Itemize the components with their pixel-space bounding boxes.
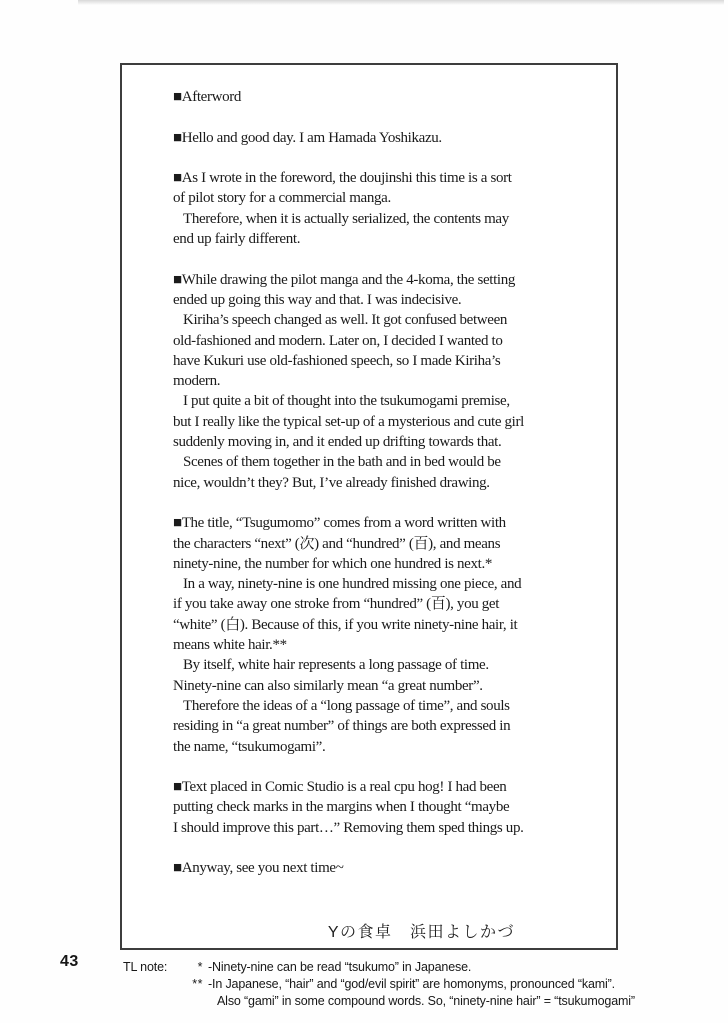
tl-note-line (185, 976, 635, 993)
text-line: Therefore, when it is actually serialized, the contents may (183, 210, 509, 227)
text-line: residing in “a great number” of things are both expressed in (173, 718, 511, 735)
text-line: the name, “tsukumogami”. (173, 738, 326, 755)
footnote-text: -In Japanese, “hair” and “god/evil spirit” are homonyms, pronounced “kami”. (208, 976, 615, 991)
text-line: ■Anyway, see you next time~ (173, 860, 344, 877)
text-line: ■While drawing the pilot manga and the 4-koma, the setting (173, 271, 516, 288)
text-line: nice, wouldn’t they? But, I’ve already finished drawing. (173, 474, 490, 491)
page-number: 43 (60, 953, 79, 970)
text-line: ■Afterword (173, 89, 242, 105)
tl-note-label: TL note: (123, 960, 168, 974)
tl-note-line (185, 993, 635, 1010)
text-line: the characters “next” (次) and “hundred” (百), and means (173, 535, 501, 552)
afterword-text (173, 87, 592, 879)
paragraph (173, 777, 592, 838)
paragraph (173, 858, 592, 878)
text-line: Ninety-nine can also similarly mean “a great number”. (173, 677, 483, 694)
paragraph (173, 87, 592, 107)
paragraph (173, 513, 592, 757)
text-line: In a way, ninety-nine is one hundred missing one piece, and (183, 576, 522, 593)
text-line: ■The title, “Tsugumomo” comes from a word written with (173, 515, 506, 532)
text-line: ■Text placed in Comic Studio is a real cpu hog! I had been (173, 779, 507, 796)
text-line: end up fairly different. (173, 231, 301, 248)
footnote-text: -Ninety-nine can be read “tsukumo” in Japanese. (208, 960, 472, 974)
paragraph (173, 270, 592, 493)
text-line: I should improve this part…” Removing them sped things up. (173, 819, 524, 836)
afterword-box (120, 63, 618, 950)
text-line: I put quite a bit of thought into the tsukumogami premise, (183, 393, 510, 410)
paragraph (173, 128, 592, 148)
text-line: modern. (173, 373, 221, 390)
text-line: Scenes of them together in the bath and in bed would be (183, 454, 501, 471)
text-line: Therefore the ideas of a “long passage of time”, and souls (183, 697, 510, 714)
text-line: have Kukuri use old-fashioned speech, so I made Kiriha’s (173, 352, 501, 369)
footnote-marker: * (197, 960, 203, 974)
text-line: Kiriha’s speech changed as well. It got confused between (183, 312, 508, 329)
paragraph (173, 168, 592, 249)
text-line: By itself, white hair represents a long passage of time. (183, 657, 489, 674)
text-line: means white hair.** (173, 637, 287, 654)
tl-note-line (185, 959, 635, 976)
text-line: ninety-nine, the number for which one hundred is next.* (173, 555, 492, 572)
footnote-text: Also “gami” in some compound words. So, “ninety-nine hair” = “tsukumogami” (217, 993, 635, 1008)
text-line: ■As I wrote in the foreword, the doujinshi this time is a sort (173, 170, 512, 187)
text-line: but I really like the typical set-up of a mysterious and cute girl (173, 413, 524, 430)
text-line: if you take away one stroke from “hundred” (百), you get (173, 596, 500, 613)
text-line: old-fashioned and modern. Later on, I decided I wanted to (173, 332, 503, 349)
text-line: of pilot story for a commercial manga. (173, 190, 391, 207)
footnote-marker (185, 993, 203, 1010)
text-line: ■Hello and good day. I am Hamada Yoshikazu. (173, 129, 442, 146)
footnote-marker: ** (192, 976, 203, 991)
scan-artifact-top (78, 0, 724, 5)
tl-note-lines (185, 959, 635, 1009)
text-line: ended up going this way and that. I was indecisive. (173, 291, 462, 308)
text-line: “white” (白). Because of this, if you write ninety-nine hair, it (173, 616, 518, 633)
author-signature: Yの食卓 浜田よしかづ (327, 923, 515, 941)
tl-note (123, 959, 635, 1009)
text-line: suddenly moving in, and it ended up drifting towards that. (173, 434, 502, 451)
text-line: putting check marks in the margins when I thought “maybe (173, 799, 510, 816)
